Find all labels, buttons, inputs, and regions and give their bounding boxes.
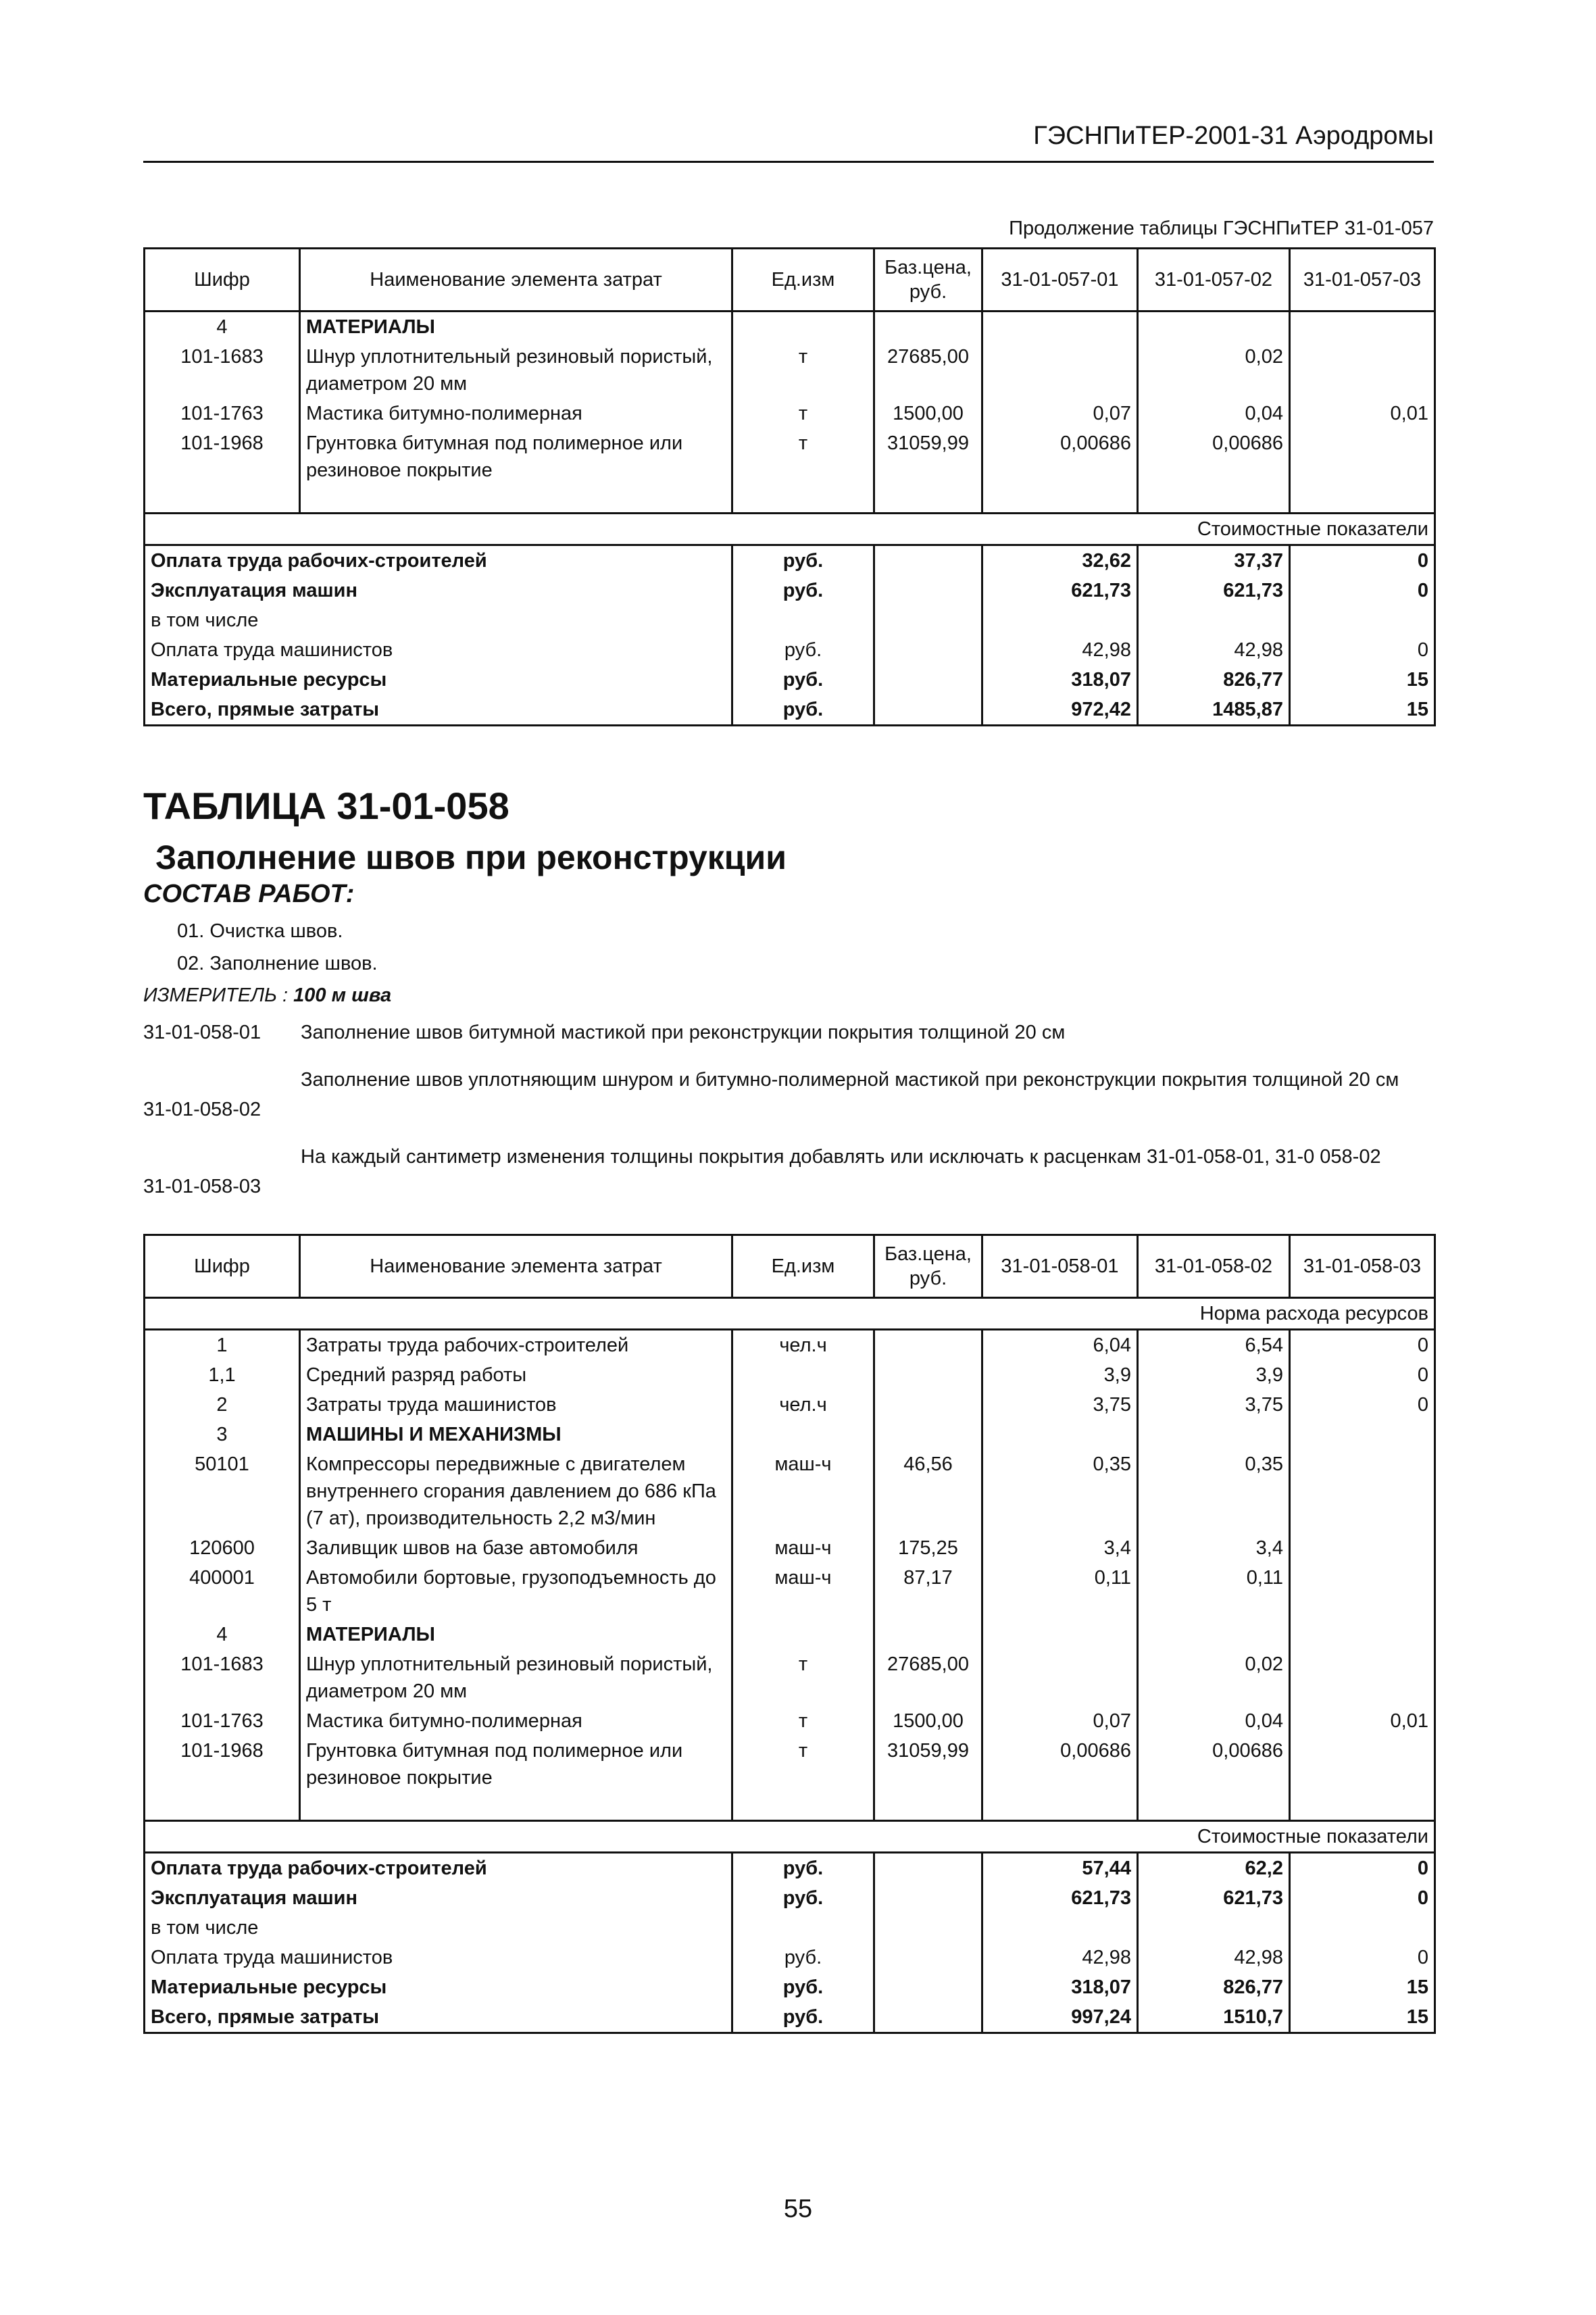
summary-name: Материальные ресурсы	[145, 665, 732, 695]
table-cell: 0,00686	[1138, 428, 1290, 514]
summary-value: 57,44	[982, 1853, 1138, 1884]
column-header: Ед.изм	[732, 249, 874, 312]
column-header: 31-01-057-01	[982, 249, 1138, 312]
table-cell: 0	[1290, 1330, 1435, 1361]
table-cell: 3,75	[1138, 1390, 1290, 1420]
item-code: 31-01-058-03	[143, 1176, 261, 1197]
column-header: 31-01-057-02	[1138, 249, 1290, 312]
resource-table-058	[143, 1234, 1436, 2034]
summary-name: в том числе	[145, 605, 732, 635]
table-row	[145, 1649, 1435, 1706]
summary-value: 1510,7	[1138, 2002, 1290, 2033]
table-cell	[1290, 1736, 1435, 1821]
table-cell: 2	[145, 1390, 300, 1420]
table-cell: 101-1763	[145, 399, 300, 428]
summary-value	[1138, 605, 1290, 635]
table-cell: маш-ч	[732, 1449, 874, 1533]
measure-value: 100 м шва	[293, 985, 392, 1006]
summary-value: 42,98	[1138, 635, 1290, 665]
cost-label: Стоимостные показатели	[145, 514, 1435, 545]
table-subtitle: Заполнение швов при реконструкции	[155, 839, 787, 876]
summary-value: 826,77	[1138, 1972, 1290, 2002]
table-row	[145, 342, 1435, 399]
summary-name: Оплата труда машинистов	[145, 1943, 732, 1972]
column-header: 31-01-058-03	[1290, 1235, 1435, 1298]
table-cell	[1290, 1449, 1435, 1533]
table-cell	[874, 1330, 982, 1361]
table-cell	[732, 1620, 874, 1649]
table-cell: 101-1683	[145, 342, 300, 399]
table-row	[145, 1330, 1435, 1361]
table-cell: 0	[1290, 1360, 1435, 1390]
table-cell: МАТЕРИАЛЫ	[300, 1620, 732, 1649]
table-cell: 27685,00	[874, 342, 982, 399]
table-cell: 0,01	[1290, 399, 1435, 428]
table-cell: маш-ч	[732, 1533, 874, 1563]
table-title: ТАБЛИЦА 31-01-058	[143, 785, 509, 827]
table-continuation-label: Продолжение таблицы ГЭСНПиТЕР 31-01-057	[1009, 218, 1434, 239]
norm-label-row	[145, 1298, 1435, 1330]
table-cell: 0,00686	[982, 1736, 1138, 1821]
summary-value: 0	[1290, 635, 1435, 665]
table-cell: 0,01	[1290, 1706, 1435, 1736]
summary-empty	[874, 1972, 982, 2002]
table-cell: 0,02	[1138, 342, 1290, 399]
composition-heading: СОСТАВ РАБОТ:	[143, 880, 355, 908]
table-cell: 400001	[145, 1563, 300, 1620]
column-header: Баз.цена, руб.	[874, 249, 982, 312]
table-cell	[1138, 1420, 1290, 1449]
column-header: Баз.цена, руб.	[874, 1235, 982, 1298]
summary-unit: руб.	[732, 545, 874, 576]
table-cell: Средний разряд работы	[300, 1360, 732, 1390]
resource-table-057	[143, 247, 1436, 726]
table-cell: 6,54	[1138, 1330, 1290, 1361]
item-description: Заполнение швов уплотняющим шнуром и битумно-полимерной мастикой при реконструкции покрытия толщиной 20 см	[301, 1069, 1399, 1091]
summary-value: 621,73	[982, 576, 1138, 605]
cost-label-row	[145, 514, 1435, 545]
table-cell: 0,11	[1138, 1563, 1290, 1620]
table-row	[145, 1620, 1435, 1649]
summary-row	[145, 695, 1435, 726]
table-cell: 0,35	[982, 1449, 1138, 1533]
summary-value: 621,73	[1138, 1883, 1290, 1913]
norm-label: Норма расхода ресурсов	[145, 1298, 1435, 1330]
table-cell: т	[732, 342, 874, 399]
summary-value: 37,37	[1138, 545, 1290, 576]
table-row	[145, 1736, 1435, 1821]
table-cell	[874, 1420, 982, 1449]
table-cell: 0,02	[1138, 1649, 1290, 1706]
table-cell	[1290, 312, 1435, 343]
summary-value: 15	[1290, 665, 1435, 695]
table-row	[145, 1533, 1435, 1563]
summary-empty	[874, 576, 982, 605]
summary-value: 15	[1290, 695, 1435, 726]
table-cell	[732, 1420, 874, 1449]
summary-value: 997,24	[982, 2002, 1138, 2033]
table-cell: Затраты труда рабочих-строителей	[300, 1330, 732, 1361]
summary-unit	[732, 605, 874, 635]
summary-name: Эксплуатация машин	[145, 576, 732, 605]
table-cell: 1,1	[145, 1360, 300, 1390]
table-cell: 3,4	[1138, 1533, 1290, 1563]
table-cell: 101-1968	[145, 1736, 300, 1821]
summary-row	[145, 605, 1435, 635]
table-cell	[1290, 342, 1435, 399]
table-cell	[1290, 1649, 1435, 1706]
table-cell: 1500,00	[874, 1706, 982, 1736]
summary-unit: руб.	[732, 1883, 874, 1913]
summary-value: 42,98	[982, 635, 1138, 665]
table-header-row	[145, 249, 1435, 312]
item-description: На каждый сантиметр изменения толщины покрытия добавлять или исключать к расценкам 31-01-058-01, 31-0 058-02	[301, 1146, 1381, 1168]
summary-value: 42,98	[982, 1943, 1138, 1972]
table-cell: 0,07	[982, 399, 1138, 428]
summary-empty	[874, 545, 982, 576]
summary-row	[145, 1853, 1435, 1884]
summary-unit: руб.	[732, 665, 874, 695]
measure-label: ИЗМЕРИТЕЛЬ :	[143, 985, 289, 1006]
table-cell: 0,04	[1138, 399, 1290, 428]
summary-value: 621,73	[982, 1883, 1138, 1913]
table-cell: Грунтовка битумная под полимерное или резиновое покрытие	[300, 1736, 732, 1821]
table-cell: 46,56	[874, 1449, 982, 1533]
summary-row	[145, 1913, 1435, 1943]
table-cell: чел.ч	[732, 1330, 874, 1361]
table-cell: 3,9	[982, 1360, 1138, 1390]
table-cell: 31059,99	[874, 1736, 982, 1821]
summary-row	[145, 545, 1435, 576]
work-step: 01. Очистка швов.	[177, 920, 343, 942]
table-cell: 4	[145, 1620, 300, 1649]
table-cell: 27685,00	[874, 1649, 982, 1706]
summary-row	[145, 1972, 1435, 2002]
summary-value: 972,42	[982, 695, 1138, 726]
summary-name: Всего, прямые затраты	[145, 2002, 732, 2033]
table-cell	[1290, 1563, 1435, 1620]
summary-value	[982, 605, 1138, 635]
item-code: 31-01-058-02	[143, 1099, 261, 1120]
table-row	[145, 312, 1435, 343]
summary-empty	[874, 1943, 982, 1972]
summary-value	[1290, 605, 1435, 635]
summary-value: 0	[1290, 1883, 1435, 1913]
summary-unit: руб.	[732, 635, 874, 665]
summary-value: 42,98	[1138, 1943, 1290, 1972]
table-cell: маш-ч	[732, 1563, 874, 1620]
summary-empty	[874, 2002, 982, 2033]
summary-value: 318,07	[982, 1972, 1138, 2002]
summary-empty	[874, 1883, 982, 1913]
table-cell: 0,00686	[1138, 1736, 1290, 1821]
table-cell: 0	[1290, 1390, 1435, 1420]
cost-label-row	[145, 1821, 1435, 1853]
table-cell: 101-1683	[145, 1649, 300, 1706]
column-header: 31-01-058-01	[982, 1235, 1138, 1298]
header-rule	[143, 161, 1434, 163]
summary-row	[145, 1883, 1435, 1913]
table-cell: 0,00686	[982, 428, 1138, 514]
table-cell	[1138, 1620, 1290, 1649]
table-cell: чел.ч	[732, 1390, 874, 1420]
table-cell	[1290, 1620, 1435, 1649]
table-cell	[1290, 428, 1435, 514]
table-cell	[874, 1390, 982, 1420]
table-cell: 3	[145, 1420, 300, 1449]
table-cell: 3,9	[1138, 1360, 1290, 1390]
table-cell: МАШИНЫ И МЕХАНИЗМЫ	[300, 1420, 732, 1449]
table-cell: Затраты труда машинистов	[300, 1390, 732, 1420]
work-step: 02. Заполнение швов.	[177, 953, 378, 974]
table-row	[145, 1563, 1435, 1620]
table-cell: 4	[145, 312, 300, 343]
summary-unit: руб.	[732, 576, 874, 605]
table-cell: 0,04	[1138, 1706, 1290, 1736]
table-row	[145, 1449, 1435, 1533]
summary-value: 15	[1290, 2002, 1435, 2033]
cost-label: Стоимостные показатели	[145, 1821, 1435, 1853]
summary-value: 621,73	[1138, 576, 1290, 605]
summary-name: Эксплуатация машин	[145, 1883, 732, 1913]
summary-unit: руб.	[732, 1853, 874, 1884]
table-cell	[1138, 312, 1290, 343]
summary-value: 15	[1290, 1972, 1435, 2002]
table-cell: 120600	[145, 1533, 300, 1563]
table-cell	[982, 1420, 1138, 1449]
summary-value	[1290, 1913, 1435, 1943]
table-row	[145, 428, 1435, 514]
measure-line	[143, 985, 391, 1007]
table-cell: т	[732, 1649, 874, 1706]
summary-value: 0	[1290, 1853, 1435, 1884]
column-header: Наименование элемента затрат	[300, 249, 732, 312]
table-cell: Заливщик швов на базе автомобиля	[300, 1533, 732, 1563]
table-cell: Автомобили бортовые, грузоподъемность до 5 т	[300, 1563, 732, 1620]
summary-row	[145, 635, 1435, 665]
table-cell	[732, 1360, 874, 1390]
table-cell	[1290, 1533, 1435, 1563]
summary-unit: руб.	[732, 1972, 874, 2002]
item-description: Заполнение швов битумной мастикой при реконструкции покрытия толщиной 20 см	[301, 1022, 1066, 1043]
table-cell: 3,4	[982, 1533, 1138, 1563]
table-cell: 3,75	[982, 1390, 1138, 1420]
summary-empty	[874, 635, 982, 665]
summary-value	[982, 1913, 1138, 1943]
table-row	[145, 1706, 1435, 1736]
table-cell: 101-1968	[145, 428, 300, 514]
table-cell: 175,25	[874, 1533, 982, 1563]
table-cell: 6,04	[982, 1330, 1138, 1361]
summary-name: Оплата труда рабочих-строителей	[145, 1853, 732, 1884]
summary-empty	[874, 665, 982, 695]
column-header: Ед.изм	[732, 1235, 874, 1298]
table-cell: 31059,99	[874, 428, 982, 514]
summary-row	[145, 2002, 1435, 2033]
column-header: Шифр	[145, 249, 300, 312]
table-cell: Мастика битумно-полимерная	[300, 1706, 732, 1736]
table-cell: т	[732, 428, 874, 514]
summary-unit: руб.	[732, 1943, 874, 1972]
summary-empty	[874, 1853, 982, 1884]
column-header: 31-01-058-02	[1138, 1235, 1290, 1298]
summary-name: Оплата труда рабочих-строителей	[145, 545, 732, 576]
item-code: 31-01-058-01	[143, 1022, 261, 1043]
table-row	[145, 1360, 1435, 1390]
summary-value: 32,62	[982, 545, 1138, 576]
table-cell	[982, 312, 1138, 343]
summary-name: Всего, прямые затраты	[145, 695, 732, 726]
summary-empty	[874, 695, 982, 726]
running-header: ГЭСНПиТЕР-2001-31 Аэродромы	[1033, 122, 1434, 150]
summary-row	[145, 665, 1435, 695]
table-cell: 1	[145, 1330, 300, 1361]
summary-row	[145, 576, 1435, 605]
table-row	[145, 1390, 1435, 1420]
summary-empty	[874, 605, 982, 635]
column-header: 31-01-057-03	[1290, 249, 1435, 312]
table-cell: 0,07	[982, 1706, 1138, 1736]
table-cell	[732, 312, 874, 343]
page-number: 55	[783, 2195, 813, 2223]
column-header: Шифр	[145, 1235, 300, 1298]
summary-empty	[874, 1913, 982, 1943]
table-cell: 0,35	[1138, 1449, 1290, 1533]
table-cell: МАТЕРИАЛЫ	[300, 312, 732, 343]
summary-unit: руб.	[732, 2002, 874, 2033]
table-cell: Мастика битумно-полимерная	[300, 399, 732, 428]
table-cell	[874, 312, 982, 343]
table-cell: т	[732, 399, 874, 428]
summary-unit	[732, 1913, 874, 1943]
table-cell: Компрессоры передвижные с двигателем внутреннего сгорания давлением до 686 кПа (7 ат), производительность 2,2 м3/мин	[300, 1449, 732, 1533]
table-cell	[982, 342, 1138, 399]
table-row	[145, 1420, 1435, 1449]
summary-name: Оплата труда машинистов	[145, 635, 732, 665]
table-cell: 101-1763	[145, 1706, 300, 1736]
table-row	[145, 399, 1435, 428]
summary-value: 1485,87	[1138, 695, 1290, 726]
summary-name: в том числе	[145, 1913, 732, 1943]
summary-value: 826,77	[1138, 665, 1290, 695]
table-cell	[874, 1620, 982, 1649]
table-cell	[982, 1620, 1138, 1649]
table-cell: т	[732, 1736, 874, 1821]
table-cell	[1290, 1420, 1435, 1449]
table-cell: т	[732, 1706, 874, 1736]
table-cell	[874, 1360, 982, 1390]
table-cell: 1500,00	[874, 399, 982, 428]
table-cell: 0,11	[982, 1563, 1138, 1620]
summary-value: 62,2	[1138, 1853, 1290, 1884]
summary-row	[145, 1943, 1435, 1972]
summary-value: 0	[1290, 545, 1435, 576]
summary-value: 318,07	[982, 665, 1138, 695]
summary-value: 0	[1290, 576, 1435, 605]
table-cell: 87,17	[874, 1563, 982, 1620]
summary-name: Материальные ресурсы	[145, 1972, 732, 2002]
column-header: Наименование элемента затрат	[300, 1235, 732, 1298]
summary-value	[1138, 1913, 1290, 1943]
table-cell: Шнур уплотнительный резиновый пористый, диаметром 20 мм	[300, 1649, 732, 1706]
table-cell: Грунтовка битумная под полимерное или резиновое покрытие	[300, 428, 732, 514]
table-cell: Шнур уплотнительный резиновый пористый, диаметром 20 мм	[300, 342, 732, 399]
table-cell: 50101	[145, 1449, 300, 1533]
summary-unit: руб.	[732, 695, 874, 726]
summary-value: 0	[1290, 1943, 1435, 1972]
table-header-row	[145, 1235, 1435, 1298]
table-cell	[982, 1649, 1138, 1706]
